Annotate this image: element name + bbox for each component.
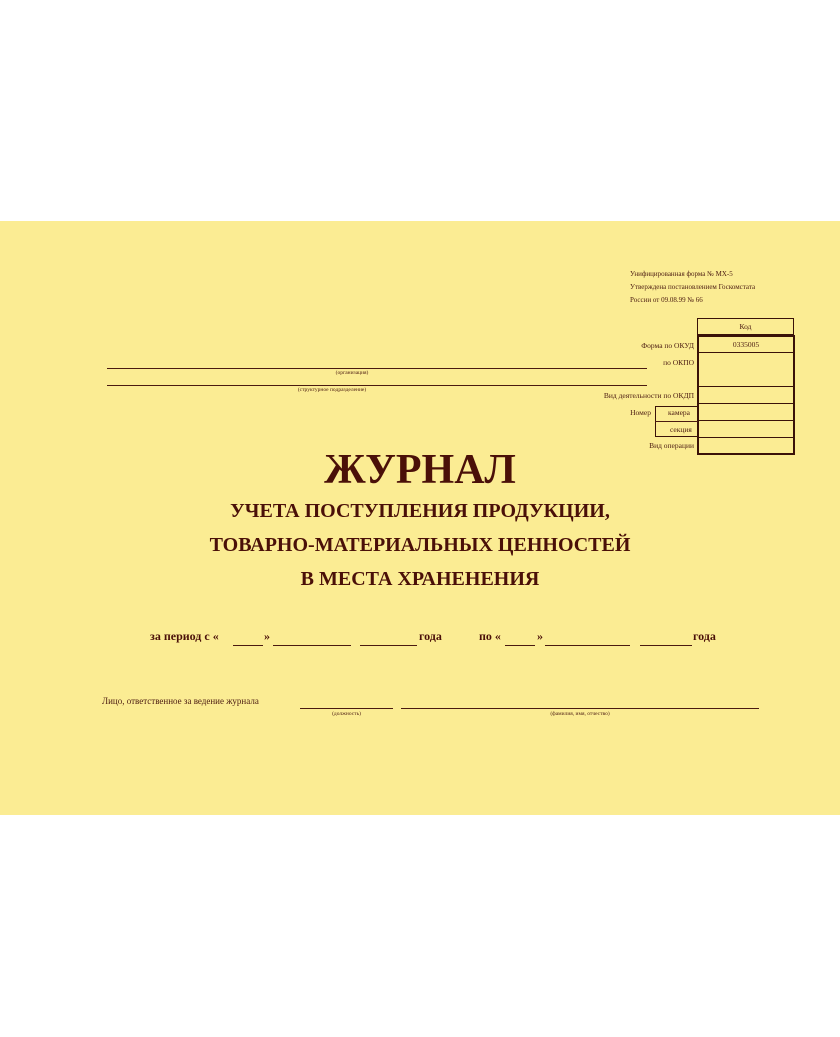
organization-line	[107, 368, 647, 369]
code-header-box	[697, 318, 794, 335]
section-cell	[699, 421, 793, 438]
form-header-line1: Унифицированная форма № МХ-5	[630, 270, 733, 278]
period-from-year-line	[360, 645, 417, 646]
period-from-close-quote: »	[264, 629, 270, 643]
division-line	[107, 385, 647, 386]
position-caption: (должность)	[332, 711, 361, 717]
form-header-line3: России от 09.08.99 № 66	[630, 296, 703, 304]
name-line	[401, 708, 759, 709]
okdp-cell	[699, 387, 793, 404]
camera-cell	[699, 404, 793, 421]
responsible-label: Лицо, ответственное за ведение журнала	[102, 696, 259, 706]
okud-value: 0335005	[699, 337, 793, 353]
section-label: секция	[670, 425, 692, 434]
period-to-year-label: года	[693, 629, 716, 643]
camera-label: камера	[668, 408, 691, 417]
period-to-year-line	[640, 645, 692, 646]
form-header-note	[630, 268, 830, 307]
title-main: ЖУРНАЛ	[324, 447, 516, 493]
okpo-cell	[699, 353, 793, 387]
period-from-label: за период с «	[150, 629, 219, 643]
organization-caption: (организация)	[335, 370, 369, 376]
position-line	[300, 708, 393, 709]
okpo-label: по ОКПО	[663, 358, 694, 367]
number-subbox-divider	[655, 421, 698, 422]
okdp-label: Вид деятельности по ОКДП	[603, 391, 694, 400]
code-table	[697, 335, 795, 455]
form-header-line2: Утверждена постановлением Госкомстата	[630, 283, 756, 291]
period-to-label: по «	[479, 629, 501, 643]
title-line2: ТОВАРНО-МАТЕРИАЛЬНЫХ ЦЕННОСТЕЙ	[209, 534, 631, 556]
period-from-day-line	[233, 645, 263, 646]
period-to-close-quote: »	[537, 629, 543, 643]
operation-label: Вид операции	[649, 441, 694, 450]
title-line3: В МЕСТА ХРАНЕНЕНИЯ	[300, 568, 540, 590]
okud-label: Форма по ОКУД	[641, 341, 694, 350]
code-header: Код	[739, 322, 752, 331]
number-label: Номер	[630, 408, 651, 417]
name-caption: (фамилия, имя, отчество)	[550, 711, 610, 717]
title-line1: УЧЕТА ПОСТУПЛЕНИЯ ПРОДУКЦИИ,	[230, 500, 610, 522]
period-from-month-line	[273, 645, 351, 646]
period-to-day-line	[505, 645, 535, 646]
period-to-month-line	[545, 645, 630, 646]
period-from-year-label: года	[419, 629, 442, 643]
journal-cover	[0, 221, 840, 815]
division-caption: (структурное подразделение)	[297, 387, 367, 393]
